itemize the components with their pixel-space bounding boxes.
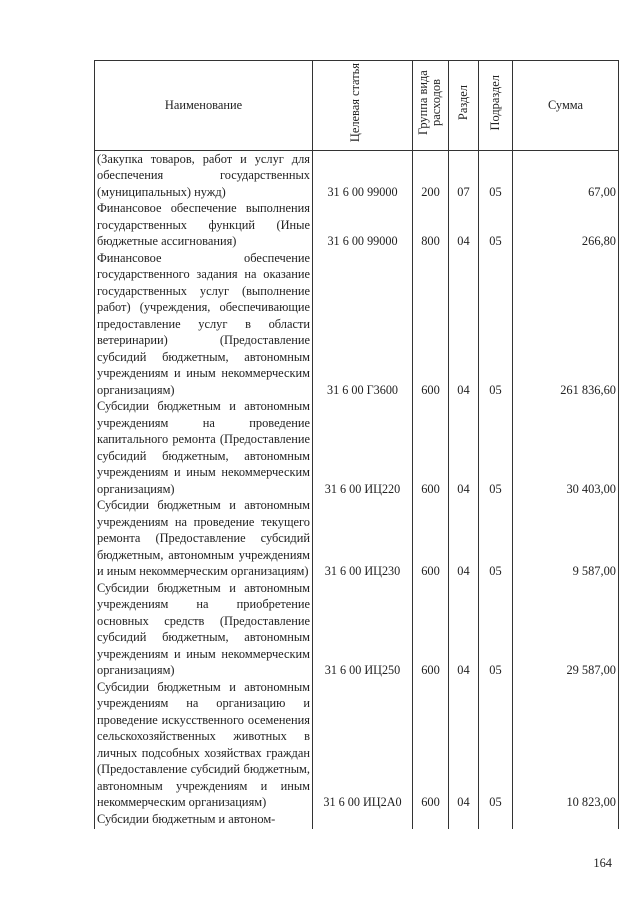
budget-table bbox=[94, 60, 619, 829]
row-sum: 29 587,00 bbox=[513, 580, 619, 679]
row-code: 31 6 00 99000 bbox=[313, 200, 413, 250]
row-group: 600 bbox=[413, 250, 449, 399]
row-code: 31 6 00 ИЦ2А0 bbox=[313, 679, 413, 811]
header-target-article-text: Целевая статья bbox=[347, 63, 362, 143]
row-section: 04 bbox=[449, 398, 479, 497]
table-row bbox=[95, 679, 619, 811]
row-group-empty bbox=[413, 811, 449, 829]
header-sum: Сумма bbox=[513, 61, 619, 151]
table-row bbox=[95, 580, 619, 679]
row-subsection: 05 bbox=[479, 200, 513, 250]
page-number: 164 bbox=[593, 856, 612, 870]
row-code-empty bbox=[313, 811, 413, 829]
row-group: 600 bbox=[413, 580, 449, 679]
row-group: 600 bbox=[413, 497, 449, 580]
row-name: (Закупка товаров, работ и услуг для обеспечения государственных (муниципальных) нужд) bbox=[95, 150, 313, 200]
row-name: Финансовое обеспечение выполнения государственных функций (Иные бюджетные ассигнования) bbox=[95, 200, 313, 250]
row-sum: 9 587,00 bbox=[513, 497, 619, 580]
table-row bbox=[95, 398, 619, 497]
table-row-continued bbox=[95, 811, 619, 829]
row-group: 600 bbox=[413, 679, 449, 811]
row-section: 07 bbox=[449, 150, 479, 200]
table-row bbox=[95, 150, 619, 200]
row-name: Финансовое обеспечение государственного задания на оказание государственных услуг (выполнение работ) (учреждения, обеспечивающие предоставление услуг в области ветеринарии) (Предоставление субсидий бюджетным, автономным учреждениям и иным некоммерческим организациям) bbox=[95, 250, 313, 399]
row-name: Субсидии бюджетным и автономным учреждениям на проведение текущего ремонта (Предоставление субсидий бюджетным, автономным учреждениям и иным некоммерческим организациям) bbox=[95, 497, 313, 580]
header-subsection bbox=[479, 61, 513, 151]
row-section: 04 bbox=[449, 200, 479, 250]
table-header-row bbox=[95, 61, 619, 151]
row-section: 04 bbox=[449, 679, 479, 811]
row-sum: 10 823,00 bbox=[513, 679, 619, 811]
row-subsection-empty bbox=[479, 811, 513, 829]
row-subsection: 05 bbox=[479, 398, 513, 497]
row-section: 04 bbox=[449, 497, 479, 580]
row-sum: 30 403,00 bbox=[513, 398, 619, 497]
header-expense-group-text: Группа вида расходов bbox=[415, 70, 443, 136]
row-name: Субсидии бюджетным и автономным учреждениям на организацию и проведение искусственного осеменения сельскохозяйственных животных в личных подсобных хозяйствах граждан (Предоставление субсидий бюджетным, автономным учреждениям и иным некоммерческим организациям) bbox=[95, 679, 313, 811]
header-name: Наименование bbox=[95, 61, 313, 151]
row-code: 31 6 00 Г3600 bbox=[313, 250, 413, 399]
header-subsection-text: Подраздел bbox=[488, 75, 502, 131]
header-section bbox=[449, 61, 479, 151]
row-sum: 261 836,60 bbox=[513, 250, 619, 399]
table-row bbox=[95, 200, 619, 250]
row-section-empty bbox=[449, 811, 479, 829]
row-section: 04 bbox=[449, 250, 479, 399]
row-sum: 266,80 bbox=[513, 200, 619, 250]
header-section-text: Раздел bbox=[456, 85, 470, 121]
row-section: 04 bbox=[449, 580, 479, 679]
row-subsection: 05 bbox=[479, 580, 513, 679]
row-sum: 67,00 bbox=[513, 150, 619, 200]
row-code: 31 6 00 ИЦ220 bbox=[313, 398, 413, 497]
row-sum-empty bbox=[513, 811, 619, 829]
row-subsection: 05 bbox=[479, 497, 513, 580]
row-subsection: 05 bbox=[479, 150, 513, 200]
row-group: 200 bbox=[413, 150, 449, 200]
header-expense-group bbox=[413, 61, 449, 151]
row-group: 600 bbox=[413, 398, 449, 497]
row-name: Субсидии бюджетным и автономным учреждениям на проведение капитального ремонта (Предоставление субсидий бюджетным, автономным учреждениям и иным некоммерческим организациям) bbox=[95, 398, 313, 497]
row-code: 31 6 00 99000 bbox=[313, 150, 413, 200]
row-code: 31 6 00 ИЦ250 bbox=[313, 580, 413, 679]
row-subsection: 05 bbox=[479, 679, 513, 811]
row-name-continued: Субсидии бюджетным и автоном- bbox=[95, 811, 313, 829]
row-code: 31 6 00 ИЦ230 bbox=[313, 497, 413, 580]
row-name: Субсидии бюджетным и автономным учреждениям на приобретение основных средств (Предоставление субсидий бюджетным, автономным учреждениям и иным некоммерческим организациям) bbox=[95, 580, 313, 679]
row-subsection: 05 bbox=[479, 250, 513, 399]
row-group: 800 bbox=[413, 200, 449, 250]
header-target-article bbox=[313, 61, 413, 151]
table-row bbox=[95, 497, 619, 580]
table-row bbox=[95, 250, 619, 399]
